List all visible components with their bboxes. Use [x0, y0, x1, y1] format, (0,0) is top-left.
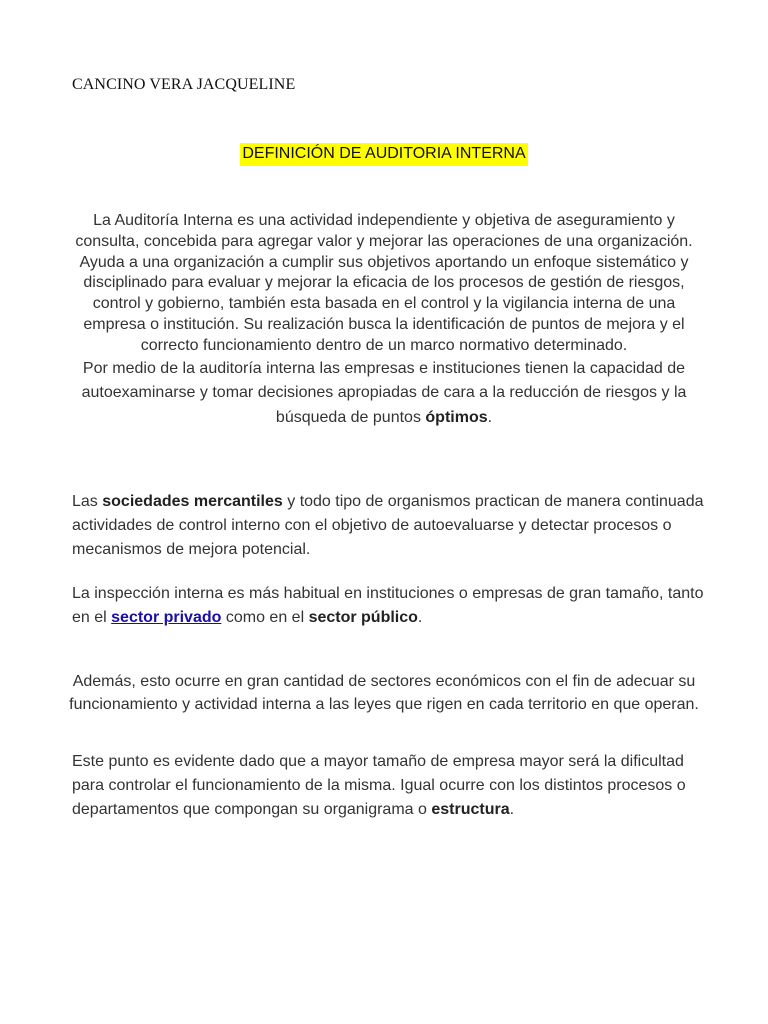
intro-p2-bold: óptimos	[425, 408, 488, 426]
inspeccion-bold: sector público	[308, 609, 418, 626]
ademas-paragraph: Además, esto ocurre en gran cantidad de sectores económicos con el fin de adecuar su funcionamiento y actividad interna a las leyes que rigen en cada territorio en que operan.	[69, 673, 699, 713]
title-container	[0, 143, 768, 166]
inspeccion-mid: como en el	[221, 609, 309, 626]
inspeccion-paragraph	[72, 582, 712, 630]
sociedades-post: y todo tipo de organismos practican de manera continuada actividades de control interno con el objetivo de autoevaluarse y detectar procesos o mecanismos de mejora potencial.	[72, 493, 704, 558]
sociedades-paragraph	[72, 490, 712, 562]
sociedades-pre: Las	[72, 493, 103, 510]
este-pre: Este punto es evidente dado que a mayor tamaño de empresa mayor será la dificultad para controlar el funcionamiento de la misma. Igual ocurre con los distintos procesos o departamentos que compongan su organigrama o	[72, 753, 686, 818]
este-bold: estructura	[431, 801, 510, 818]
intro-text: La Auditoría Interna es una actividad independiente y objetiva de aseguramiento y consulta, concebida para agregar valor y mejorar las operaciones de una organización. Ayuda a una organización a cumplir sus objetivos aportando un enfoque sistemático y disciplinado para evaluar y mejorar la eficacia de los procesos de gestión de riesgos, control y gobierno, también esta basada en el control y la vigilancia interna de una empresa o institución. Su realización busca la identificación de puntos de mejora y el correcto funcionamiento dentro de un marco normativo determinado.	[75, 212, 693, 354]
intro-p2-end: .	[487, 408, 493, 426]
author-name: CANCINO VERA JACQUELINE	[72, 76, 296, 93]
inspeccion-end: .	[417, 609, 423, 626]
este-end: .	[509, 801, 515, 818]
intro-p2-text: Por medio de la auditoría interna las empresas e instituciones tienen la capacidad de autoexaminarse y tomar decisiones apropiadas de cara a la reducción de riesgos y la búsqueda de puntos	[81, 359, 687, 426]
sociedades-bold: sociedades mercantiles	[102, 493, 283, 510]
intro-paragraph	[64, 211, 704, 430]
document-title: DEFINICIÓN DE AUDITORIA INTERNA	[240, 143, 527, 166]
sector-privado-link[interactable]: sector privado	[111, 609, 222, 626]
inspeccion-pre: La inspección interna es más habitual en instituciones o empresas de gran tamaño, tanto en el	[72, 585, 704, 626]
este-paragraph	[72, 750, 712, 822]
intro-second-paragraph	[64, 357, 704, 431]
